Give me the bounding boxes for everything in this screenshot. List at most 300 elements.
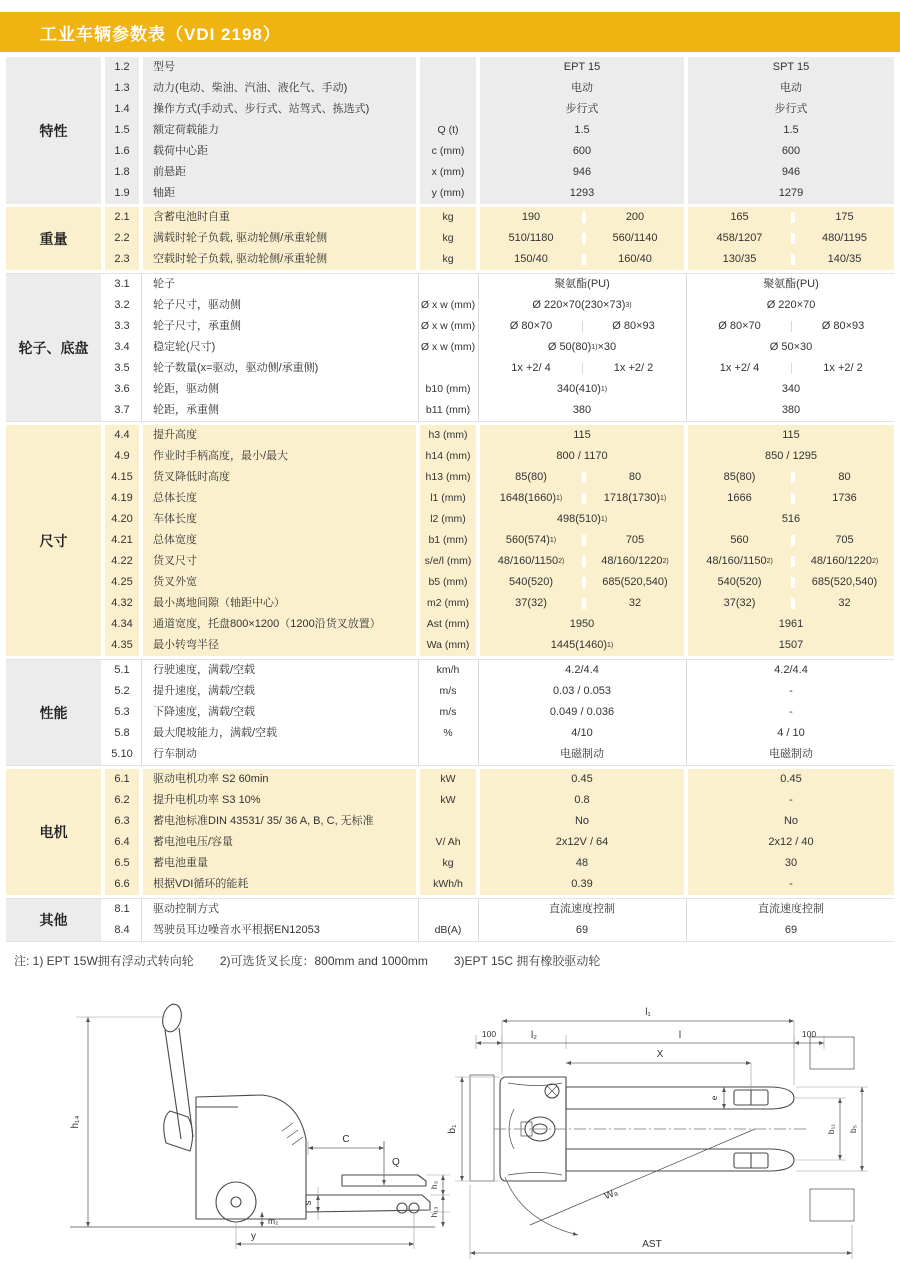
section-rows <box>105 899 894 941</box>
ept15-value-half: 705 <box>582 535 684 546</box>
row-unit: dB(A) <box>420 920 476 941</box>
row-number: 2.3 <box>105 249 139 270</box>
row-number: 3.5 <box>105 358 139 379</box>
ept15-value-half: 685(520,540) <box>582 577 684 588</box>
row-description: 轮距，承重侧 <box>143 400 416 421</box>
row-unit <box>420 78 476 99</box>
row-description: 提升高度 <box>143 425 416 446</box>
spt15-value: 2x12 / 40 <box>688 832 894 853</box>
spec-table <box>6 57 894 942</box>
spt15-value-half: 1x +2/ 4 <box>719 362 760 374</box>
ept15-value: 1950 <box>480 614 684 635</box>
row-unit: Wa (mm) <box>420 635 476 656</box>
spt15-value-half: 175 <box>791 212 894 223</box>
load-roller <box>397 1203 407 1213</box>
top-dimensions <box>447 1007 868 1259</box>
table-row <box>105 920 894 941</box>
row-description: 货叉尺寸 <box>143 551 416 572</box>
truck-body <box>196 1095 306 1222</box>
row-unit: m2 (mm) <box>420 593 476 614</box>
spt15-value: 1961 <box>688 614 894 635</box>
spt15-value: - <box>688 874 894 895</box>
ept15-value: 步行式 <box>480 99 684 120</box>
spt15-value-half: 48/160/1220 2) <box>791 556 894 567</box>
table-row <box>105 446 894 467</box>
row-unit <box>420 899 476 920</box>
ept15-value-half: 37(32) <box>515 597 547 609</box>
side-dimensions <box>70 1017 450 1249</box>
spt15-value-half: 1736 <box>791 493 894 504</box>
ept15-value-half: Ø 80×93 <box>582 321 684 332</box>
row-unit <box>420 57 476 78</box>
dim-label-ast: AST <box>642 1239 662 1250</box>
ept15-value-half: 48/160/1220 2) <box>582 556 684 567</box>
ept15-value-half: 32 <box>582 598 684 609</box>
dim-label-s: s <box>303 1200 314 1206</box>
page-title: 工业车辆参数表（VDI 2198） <box>40 24 281 44</box>
row-description: 含蓄电池时自重 <box>143 207 416 228</box>
spt15-value-half: 140/35 <box>791 254 894 265</box>
section-characteristics <box>6 57 894 204</box>
row-unit: l2 (mm) <box>420 509 476 530</box>
section-weight <box>6 207 894 270</box>
spt15-value: 聚氨酯(PU) <box>688 274 894 295</box>
dim-label-100-left: 100 <box>481 1029 497 1039</box>
ept15-value: 69 <box>480 920 684 941</box>
dim-label-b5: b₅ <box>848 1124 858 1134</box>
spt15-value <box>688 249 894 270</box>
row-description: 总体宽度 <box>143 530 416 551</box>
spt15-value-half: Ø 80×93 <box>791 321 894 332</box>
ept15-value: 4/10 <box>480 723 684 744</box>
dim-label-l2: l₂ <box>530 1030 538 1041</box>
technical-drawings <box>0 991 900 1286</box>
spt15-value-half: 685(520,540) <box>791 577 894 588</box>
table-row <box>105 358 894 379</box>
row-unit: kg <box>420 853 476 874</box>
spt15-value <box>688 551 894 572</box>
spt15-value <box>688 593 894 614</box>
row-number: 1.6 <box>105 141 139 162</box>
section-label-performance: 性能 <box>6 660 101 765</box>
ept15-value: 2x12V / 64 <box>480 832 684 853</box>
row-description: 轴距 <box>143 183 416 204</box>
row-unit: h13 (mm) <box>420 467 476 488</box>
spt15-value-half: 540(520) <box>717 576 762 588</box>
footnote <box>14 952 900 969</box>
spt15-value-half: 37(32) <box>723 597 756 609</box>
ept15-value-half: 560/1140 <box>582 233 684 244</box>
row-number: 4.19 <box>105 488 139 509</box>
row-number: 3.3 <box>105 316 139 337</box>
table-row <box>105 593 894 614</box>
row-description: 蓄电池电压/容量 <box>143 832 416 853</box>
row-number: 1.4 <box>105 99 139 120</box>
ept15-value: 直流速度控制 <box>480 899 684 920</box>
table-row <box>105 274 894 295</box>
ept15-value: EPT 15 <box>480 57 684 78</box>
row-number: 8.4 <box>105 920 139 941</box>
ept15-value-half: 540(520) <box>508 576 554 588</box>
row-number: 3.1 <box>105 274 139 295</box>
row-number: 6.2 <box>105 790 139 811</box>
table-row <box>105 790 894 811</box>
ept15-value: 0.45 <box>480 769 684 790</box>
table-row <box>105 488 894 509</box>
table-row <box>105 832 894 853</box>
spt15-value: 1507 <box>688 635 894 656</box>
ept15-value-half: 85(80) <box>515 471 547 483</box>
row-description: 货叉降低时高度 <box>143 467 416 488</box>
row-unit: b10 (mm) <box>420 379 476 400</box>
row-unit: h3 (mm) <box>420 425 476 446</box>
ept15-value-half: 510/1180 <box>508 232 554 244</box>
row-description: 货叉外宽 <box>143 572 416 593</box>
table-row <box>105 400 894 421</box>
row-number: 6.3 <box>105 811 139 832</box>
ept15-value <box>480 249 684 270</box>
row-unit: l1 (mm) <box>420 488 476 509</box>
table-row <box>105 853 894 874</box>
row-description: 驾驶员耳边噪音水平根据EN12053 <box>143 920 416 941</box>
row-description: 蓄电池重量 <box>143 853 416 874</box>
table-row <box>105 425 894 446</box>
ept15-value: 946 <box>480 162 684 183</box>
row-unit: b5 (mm) <box>420 572 476 593</box>
row-description: 操作方式(手动式、步行式、站驾式、拣选式) <box>143 99 416 120</box>
row-description: 轮子数量(x=驱动，驱动侧/承重侧) <box>143 358 416 379</box>
dim-label-c: C <box>342 1134 350 1145</box>
ept15-value: Ø 220×70(230×73) 3) <box>480 295 684 316</box>
dim-label-l: l <box>678 1030 682 1041</box>
footnote-item: 2)可选货叉长度：800mm and 1000mm <box>219 954 428 968</box>
spt15-value: 电磁制动 <box>688 744 894 765</box>
spt15-value: 4.2/4.4 <box>688 660 894 681</box>
spt15-value-half: 560 <box>730 534 749 546</box>
row-description: 下降速度，满载/空载 <box>143 702 416 723</box>
table-row <box>105 228 894 249</box>
spt15-value-half: 480/1195 <box>791 233 894 244</box>
row-description: 空载时轮子负载, 驱动轮侧/承重轮侧 <box>143 249 416 270</box>
row-unit: x (mm) <box>420 162 476 183</box>
row-number: 5.8 <box>105 723 139 744</box>
spt15-value: 946 <box>688 162 894 183</box>
spt15-value: 380 <box>688 400 894 421</box>
ept15-value-half: 200 <box>582 212 684 223</box>
spt15-value-half: 85(80) <box>723 471 756 483</box>
section-dimensions <box>6 425 894 656</box>
table-row <box>105 57 894 78</box>
row-unit: h14 (mm) <box>420 446 476 467</box>
row-number: 4.15 <box>105 467 139 488</box>
row-number: 3.4 <box>105 337 139 358</box>
table-row <box>105 769 894 790</box>
spt15-value: 直流速度控制 <box>688 899 894 920</box>
ept15-value: 电磁制动 <box>480 744 684 765</box>
section-rows <box>105 660 894 765</box>
row-description: 总体长度 <box>143 488 416 509</box>
table-row <box>105 295 894 316</box>
spt15-value: 30 <box>688 853 894 874</box>
ept15-value <box>480 228 684 249</box>
table-row <box>105 467 894 488</box>
row-number: 4.34 <box>105 614 139 635</box>
ept15-value-half: 80 <box>582 472 684 483</box>
row-description: 轮子 <box>143 274 416 295</box>
row-number: 4.22 <box>105 551 139 572</box>
spt15-value: - <box>688 790 894 811</box>
ept15-value: No <box>480 811 684 832</box>
row-unit <box>420 744 476 765</box>
section-rows <box>105 207 894 270</box>
row-unit: c (mm) <box>420 141 476 162</box>
table-row <box>105 635 894 656</box>
row-number: 5.10 <box>105 744 139 765</box>
row-number: 6.4 <box>105 832 139 853</box>
ept15-value: 电动 <box>480 78 684 99</box>
section-rows <box>105 57 894 204</box>
row-unit: y (mm) <box>420 183 476 204</box>
ept15-value <box>480 530 684 551</box>
section-label-wheels-chassis: 轮子、底盘 <box>6 274 101 421</box>
spt15-value-half: 165 <box>730 211 749 223</box>
row-unit: b11 (mm) <box>420 400 476 421</box>
ept15-value: 聚氨酯(PU) <box>480 274 684 295</box>
ept15-value: Ø 50(80) 1) ×30 <box>480 337 684 358</box>
dim-label-h3: h₃ <box>429 1180 439 1190</box>
ept15-value: 340(410) 1) <box>480 379 684 400</box>
ept15-value: 380 <box>480 400 684 421</box>
row-unit: b1 (mm) <box>420 530 476 551</box>
row-description: 型号 <box>143 57 416 78</box>
title-banner <box>0 12 900 52</box>
row-description: 轮子尺寸，承重侧 <box>143 316 416 337</box>
spt15-value-half: 458/1207 <box>716 232 763 244</box>
row-number: 5.2 <box>105 681 139 702</box>
ept15-value: 48 <box>480 853 684 874</box>
table-row <box>105 874 894 895</box>
row-unit: Ø x w (mm) <box>420 295 476 316</box>
turning-radius <box>505 1129 755 1235</box>
dim-label-y: y <box>251 1231 256 1242</box>
ept15-value <box>480 488 684 509</box>
ept15-value-half: 48/160/1150 2) <box>497 555 565 567</box>
spt15-value <box>688 228 894 249</box>
row-unit <box>420 358 476 379</box>
table-row <box>105 572 894 593</box>
ept15-value: 4.2/4.4 <box>480 660 684 681</box>
row-description: 提升速度，满载/空载 <box>143 681 416 702</box>
dim-label-100-right: 100 <box>801 1029 817 1039</box>
row-unit: kg <box>420 207 476 228</box>
table-row <box>105 744 894 765</box>
spt15-value <box>688 467 894 488</box>
ept15-value-half: 150/40 <box>514 253 548 265</box>
ept15-value <box>480 316 684 337</box>
spt15-value: 步行式 <box>688 99 894 120</box>
section-rows <box>105 274 894 421</box>
dim-label-x: X <box>656 1049 664 1060</box>
table-row <box>105 681 894 702</box>
row-unit: kW <box>420 769 476 790</box>
row-description: 轮距，驱动侧 <box>143 379 416 400</box>
drive-wheel <box>216 1182 256 1222</box>
dim-label-wa: Wₐ <box>602 1187 620 1203</box>
ept15-value-half: 1x +2/ 4 <box>511 362 551 374</box>
row-description: 动力(电动、柴油、汽油、液化气、手动) <box>143 78 416 99</box>
spt15-value: 600 <box>688 141 894 162</box>
row-number: 4.20 <box>105 509 139 530</box>
ept15-value: 115 <box>480 425 684 446</box>
row-description: 轮子尺寸，驱动侧 <box>143 295 416 316</box>
spt15-value-half: 1x +2/ 2 <box>791 363 894 374</box>
row-description: 驱动电机功率 S2 60min <box>143 769 416 790</box>
spt15-value <box>688 207 894 228</box>
drawings-svg <box>0 991 900 1281</box>
ept15-value <box>480 358 684 379</box>
row-number: 4.9 <box>105 446 139 467</box>
row-description: 作业时手柄高度，最小/最大 <box>143 446 416 467</box>
row-unit: kWh/h <box>420 874 476 895</box>
table-row <box>105 141 894 162</box>
row-number: 1.8 <box>105 162 139 183</box>
spt15-value-half: Ø 80×70 <box>718 320 761 332</box>
section-wheels-chassis <box>6 273 894 422</box>
row-unit: Ø x w (mm) <box>420 316 476 337</box>
row-description: 行车制动 <box>143 744 416 765</box>
spt15-value: 516 <box>688 509 894 530</box>
ept15-value: 800 / 1170 <box>480 446 684 467</box>
row-description: 提升电机功率 S3 10% <box>143 790 416 811</box>
section-other <box>6 898 894 942</box>
dim-label-h14: h₁₄ <box>70 1115 81 1129</box>
row-description: 满载时轮子负载, 驱动轮侧/承重轮侧 <box>143 228 416 249</box>
row-number: 4.4 <box>105 425 139 446</box>
dim-label-b1: b₁ <box>447 1124 458 1134</box>
ept15-value <box>480 593 684 614</box>
spt15-value-half: 130/35 <box>722 253 757 265</box>
ept15-value <box>480 467 684 488</box>
table-row <box>105 899 894 920</box>
section-label-other: 其他 <box>6 899 101 941</box>
spt15-value-half: 1666 <box>727 492 752 504</box>
spt15-value-half: 48/160/1150 2) <box>706 555 773 567</box>
table-row <box>105 316 894 337</box>
ept15-value-half: 190 <box>521 211 541 223</box>
table-row <box>105 99 894 120</box>
table-row <box>105 551 894 572</box>
ept15-value: 0.39 <box>480 874 684 895</box>
ept15-value-half: 1x +2/ 2 <box>582 363 684 374</box>
table-row <box>105 78 894 99</box>
ept15-value <box>480 551 684 572</box>
ept15-value: 1293 <box>480 183 684 204</box>
top-view-drawing <box>447 1007 868 1259</box>
row-description: 最小离地间隙（轴距中心） <box>143 593 416 614</box>
spt15-value <box>688 358 894 379</box>
row-unit <box>420 811 476 832</box>
table-row <box>105 183 894 204</box>
table-row <box>105 723 894 744</box>
aisle-wall-right-bottom <box>810 1189 854 1221</box>
table-row <box>105 249 894 270</box>
ept15-value-half: 160/40 <box>582 254 684 265</box>
row-number: 4.35 <box>105 635 139 656</box>
spt15-value: 340 <box>688 379 894 400</box>
row-unit: Ast (mm) <box>420 614 476 635</box>
row-number: 3.2 <box>105 295 139 316</box>
row-description: 车体长度 <box>143 509 416 530</box>
ept15-value: 600 <box>480 141 684 162</box>
row-number: 4.25 <box>105 572 139 593</box>
ept15-value-half: 560(574) 1) <box>505 534 557 546</box>
footnote-item: 3)EPT 15C 拥有橡胶驱动轮 <box>453 954 601 968</box>
section-label-dimensions: 尺寸 <box>6 425 101 656</box>
row-unit: Ø x w (mm) <box>420 337 476 358</box>
spt15-value: Ø 220×70 <box>688 295 894 316</box>
dim-label-h13: h₁₃ <box>429 1206 439 1218</box>
spt15-value-half: 32 <box>791 598 894 609</box>
spt15-value <box>688 316 894 337</box>
spt15-value: - <box>688 702 894 723</box>
row-number: 5.1 <box>105 660 139 681</box>
dim-label-m2: m₂ <box>268 1216 279 1226</box>
row-number: 1.9 <box>105 183 139 204</box>
row-unit: s/e/l (mm) <box>420 551 476 572</box>
section-rows <box>105 425 894 656</box>
section-label-weight: 重量 <box>6 207 101 270</box>
row-description: 行驶速度，满载/空载 <box>143 660 416 681</box>
row-description: 根据VDI循环的能耗 <box>143 874 416 895</box>
section-performance <box>6 659 894 766</box>
spt15-value: 1279 <box>688 183 894 204</box>
spt15-value: SPT 15 <box>688 57 894 78</box>
aisle-wall-right-top <box>810 1037 854 1069</box>
table-row <box>105 379 894 400</box>
row-number: 6.5 <box>105 853 139 874</box>
row-description: 最大爬坡能力，满载/空载 <box>143 723 416 744</box>
row-description: 载荷中心距 <box>143 141 416 162</box>
spt15-value: - <box>688 681 894 702</box>
ept15-value: 0.049 / 0.036 <box>480 702 684 723</box>
row-description: 驱动控制方式 <box>143 899 416 920</box>
spt15-value <box>688 572 894 593</box>
section-rows <box>105 769 894 895</box>
row-unit <box>420 274 476 295</box>
row-number: 3.7 <box>105 400 139 421</box>
ept15-value <box>480 207 684 228</box>
section-label-characteristics: 特性 <box>6 57 101 204</box>
aisle-wall-left <box>470 1075 494 1181</box>
row-unit <box>420 99 476 120</box>
row-number: 2.2 <box>105 228 139 249</box>
spt15-value: 115 <box>688 425 894 446</box>
row-unit: kg <box>420 249 476 270</box>
spt15-value: Ø 50×30 <box>688 337 894 358</box>
ept15-value: 1445(1460) 1) <box>480 635 684 656</box>
dim-label-q: Q <box>392 1157 400 1168</box>
row-number: 6.1 <box>105 769 139 790</box>
row-unit: V/ Ah <box>420 832 476 853</box>
table-row <box>105 811 894 832</box>
spt15-value <box>688 530 894 551</box>
table-row <box>105 337 894 358</box>
section-motor <box>6 769 894 895</box>
row-number: 1.5 <box>105 120 139 141</box>
row-number: 1.3 <box>105 78 139 99</box>
row-number: 1.2 <box>105 57 139 78</box>
spt15-value: 850 / 1295 <box>688 446 894 467</box>
